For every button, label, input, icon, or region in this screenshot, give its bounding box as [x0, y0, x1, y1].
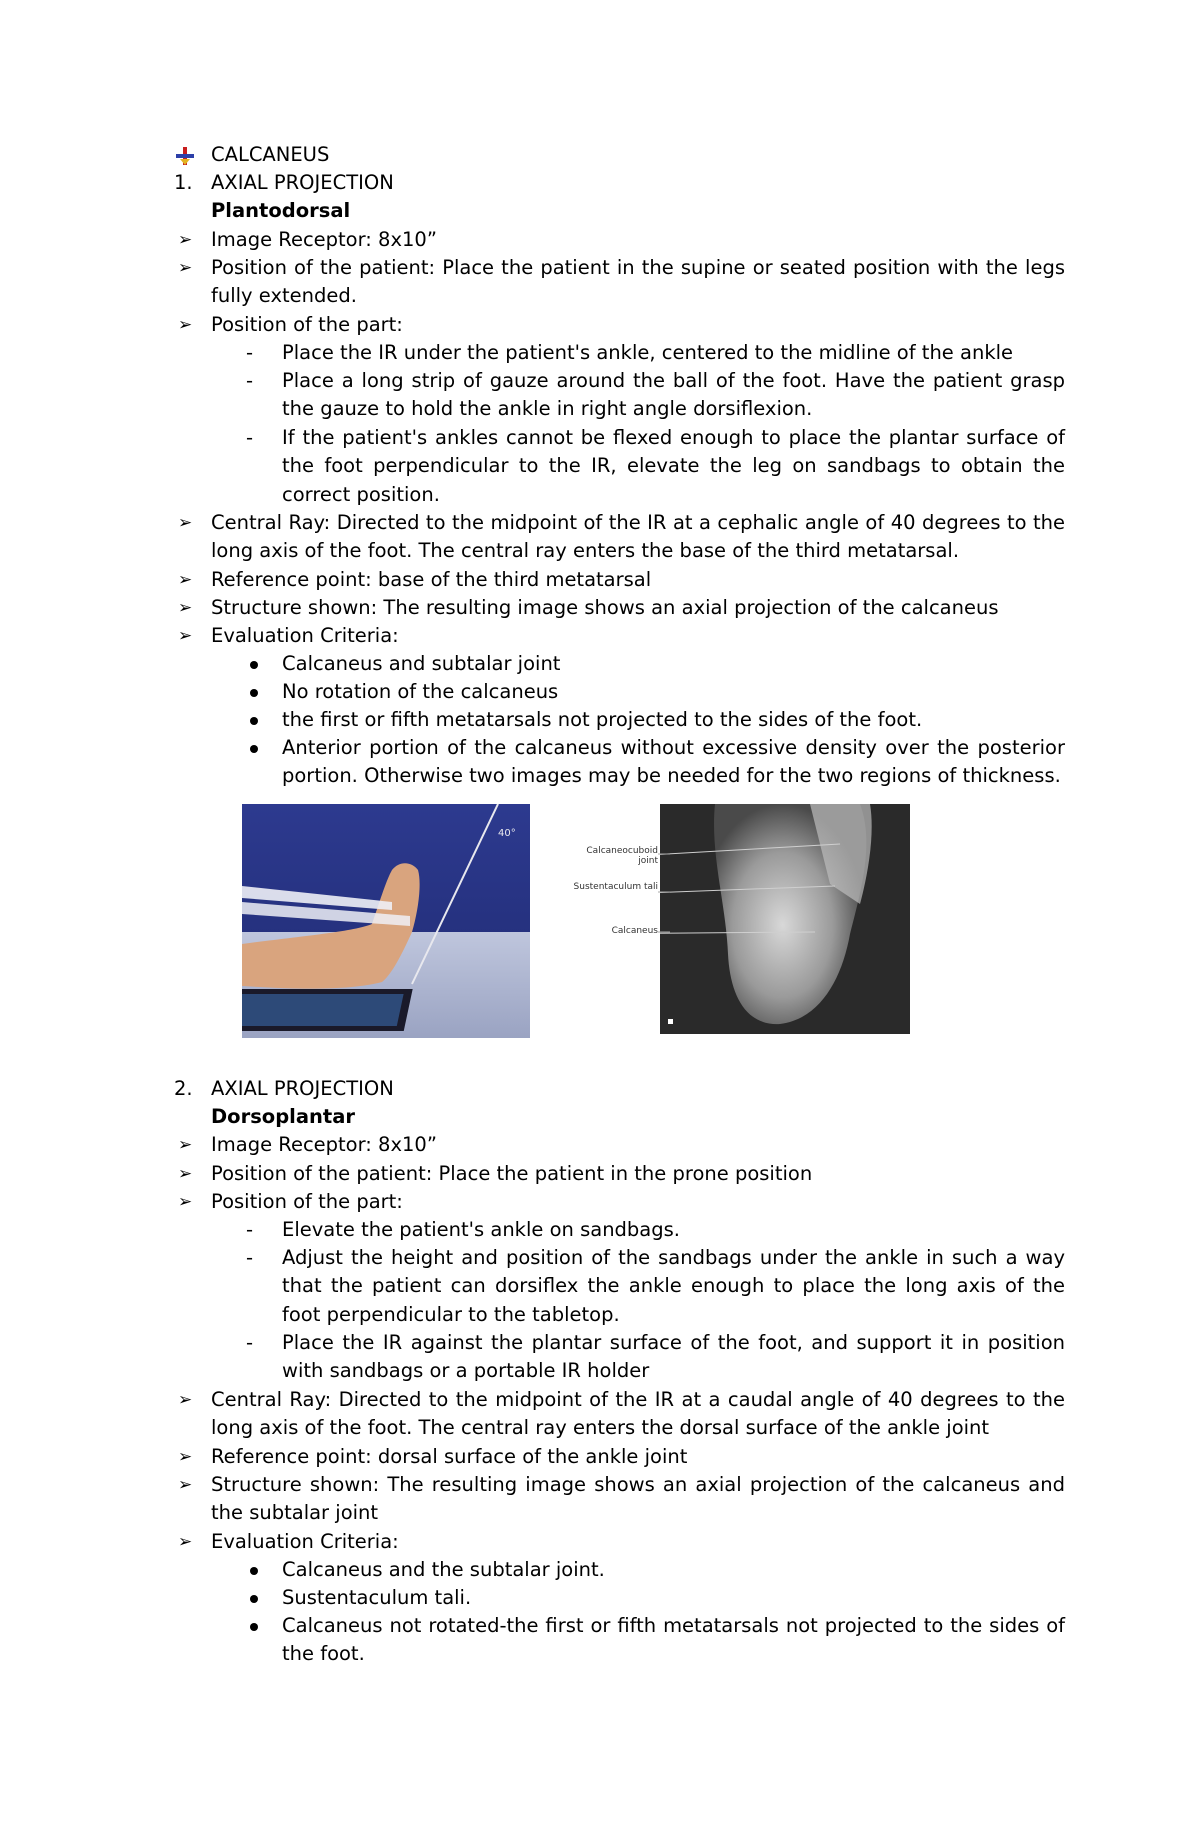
- angle-label: 40°: [498, 828, 516, 839]
- part1-position-part-label: Position of the part:: [211, 313, 403, 336]
- dot-bullet-icon: [246, 678, 266, 706]
- arrow-bullet-icon: ➢: [178, 1475, 193, 1495]
- arrow-bullet-icon: ➢: [178, 230, 193, 250]
- arrow-bullet-icon: ➢: [178, 1390, 193, 1410]
- arrow-bullet-icon: ➢: [178, 1447, 193, 1467]
- dash-bullet-icon: -: [246, 369, 254, 392]
- arrow-bullet-icon: ➢: [178, 258, 193, 278]
- part2-heading: AXIAL PROJECTION: [211, 1077, 394, 1100]
- dot-bullet-icon: [246, 706, 266, 734]
- part2-subheading: Dorsoplantar: [211, 1105, 355, 1128]
- part2-part-item-3: Place the IR against the plantar surface of the foot, and support it in position with sandbags or a portable IR holder: [282, 1331, 1065, 1383]
- dash-bullet-icon: -: [246, 1218, 254, 1241]
- part1-part-item-3: If the patient's ankles cannot be flexed enough to place the plantar surface of the foot perpendicular to the IR, elevate the leg on sandbags to obtain the correct position.: [282, 426, 1065, 506]
- dot-bullet-icon: [246, 1556, 266, 1584]
- part1-structure-shown: Structure shown: The resulting image shows an axial projection of the calcaneus: [211, 596, 999, 619]
- dash-bullet-icon: -: [246, 1246, 254, 1269]
- xray-image: [660, 804, 910, 1034]
- part1-part-item-1: Place the IR under the patient's ankle, centered to the midline of the ankle: [282, 341, 1014, 364]
- part1-eval-item-2: No rotation of the calcaneus: [282, 680, 559, 703]
- dot-bullet-icon: [246, 734, 266, 762]
- part1-part-item-2: Place a long strip of gauze around the ball of the foot. Have the patient grasp the gauze to hold the ankle in right angle dorsiflexion.: [282, 369, 1065, 421]
- dot-bullet-icon: [246, 1584, 266, 1612]
- dot-bullet-icon: [246, 1612, 266, 1640]
- part2-part-item-1: Elevate the patient's ankle on sandbags.: [282, 1218, 680, 1241]
- arrow-bullet-icon: ➢: [178, 1135, 193, 1155]
- dot-bullet-icon: [246, 650, 266, 678]
- arrow-bullet-icon: ➢: [178, 513, 193, 533]
- arrow-bullet-icon: ➢: [178, 570, 193, 590]
- section-title: CALCANEUS: [211, 143, 330, 166]
- part1-image-receptor: Image Receptor: 8x10”: [211, 228, 437, 251]
- part2-part-item-2: Adjust the height and position of the sandbags under the ankle in such a way that the patient can dorsiflex the ankle enough to place the long axis of the foot perpendicular to the tabletop.: [282, 1246, 1065, 1326]
- xray-label-calcaneocuboid: Calcaneocuboid joint: [586, 846, 658, 866]
- part2-evaluation-label: Evaluation Criteria:: [211, 1530, 399, 1553]
- xray-figure: [564, 804, 910, 1034]
- xray-label-calcaneus: Calcaneus: [611, 926, 658, 936]
- dash-bullet-icon: -: [246, 341, 254, 364]
- arrow-bullet-icon: ➢: [178, 1532, 193, 1552]
- arrow-bullet-icon: ➢: [178, 626, 193, 646]
- dash-bullet-icon: -: [246, 426, 254, 449]
- xray-label-sustentaculum: Sustentaculum tali: [573, 882, 658, 892]
- part1-evaluation-label: Evaluation Criteria:: [211, 624, 399, 647]
- part2-eval-item-1: Calcaneus and the subtalar joint.: [282, 1558, 605, 1581]
- part1-eval-item-1: Calcaneus and subtalar joint: [282, 652, 561, 675]
- part2-structure-shown: Structure shown: The resulting image shows an axial projection of the calcaneus and the subtalar joint: [211, 1473, 1065, 1525]
- part2-eval-item-2: Sustentaculum tali.: [282, 1586, 472, 1609]
- arrow-bullet-icon: ➢: [178, 598, 193, 618]
- arrow-bullet-icon: ➢: [178, 315, 193, 335]
- part2-reference-point: Reference point: dorsal surface of the ankle joint: [211, 1445, 688, 1468]
- part1-eval-item-3: the first or fifth metatarsals not projected to the sides of the foot.: [282, 708, 923, 731]
- arrow-bullet-icon: ➢: [178, 1192, 193, 1212]
- part1-eval-item-4: Anterior portion of the calcaneus without excessive density over the posterior portion. Otherwise two images may be needed for the two regions of thickness.: [282, 736, 1065, 788]
- part2-central-ray: Central Ray: Directed to the midpoint of the IR at a caudal angle of 40 degrees to the long axis of the foot. The central ray enters the dorsal surface of the ankle joint: [211, 1388, 1065, 1440]
- arrow-bullet-icon: ➢: [178, 1164, 193, 1184]
- part2-position-part-label: Position of the part:: [211, 1190, 403, 1213]
- part2-position-patient: Position of the patient: Place the patient in the prone position: [211, 1162, 813, 1185]
- part1-number: 1.: [174, 171, 193, 194]
- part2-number: 2.: [174, 1077, 193, 1100]
- part1-heading: AXIAL PROJECTION: [211, 171, 394, 194]
- part1-subheading: Plantodorsal: [211, 199, 351, 222]
- positioning-photo: [242, 804, 530, 1038]
- part1-position-patient: Position of the patient: Place the patient in the supine or seated position with the legs fully extended.: [211, 256, 1065, 308]
- part1-reference-point: Reference point: base of the third metatarsal: [211, 568, 652, 591]
- part1-central-ray: Central Ray: Directed to the midpoint of the IR at a cephalic angle of 40 degrees to the long axis of the foot. The central ray enters the base of the third metatarsal.: [211, 511, 1065, 563]
- part2-eval-item-3: Calcaneus not rotated-the first or fifth metatarsals not projected to the sides of the foot.: [282, 1614, 1065, 1666]
- part2-image-receptor: Image Receptor: 8x10”: [211, 1133, 437, 1156]
- cross-arrow-icon: [174, 145, 196, 167]
- dash-bullet-icon: -: [246, 1331, 254, 1354]
